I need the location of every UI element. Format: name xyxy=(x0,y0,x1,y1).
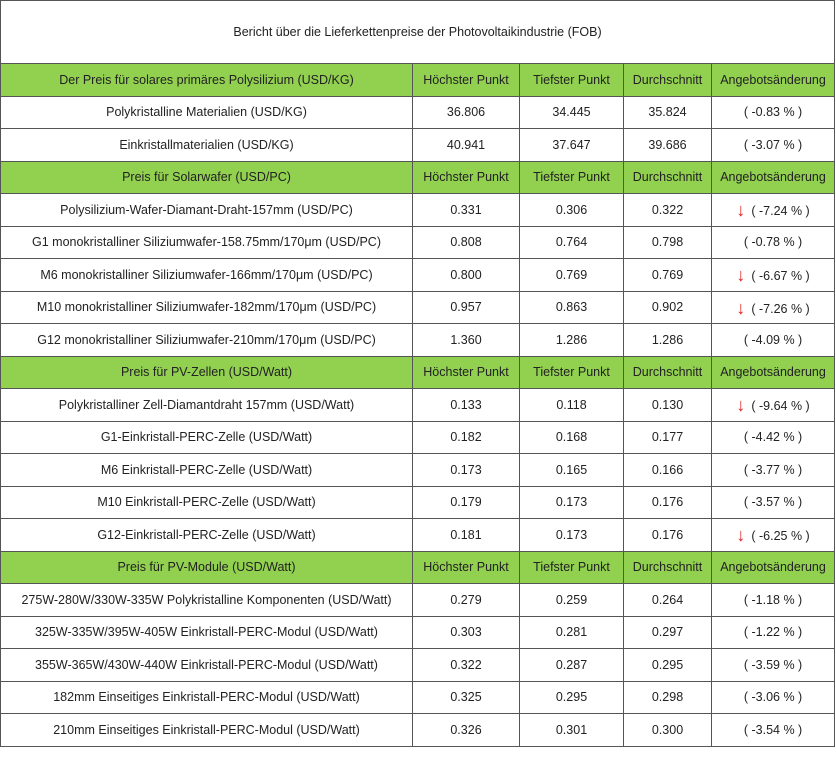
price-change-cell xyxy=(712,389,835,422)
section-title: Preis für PV-Zellen (USD/Watt) xyxy=(1,356,413,389)
average-price: 0.902 xyxy=(624,291,712,324)
down-arrow-icon: ↓ xyxy=(736,200,746,221)
section-header-row xyxy=(1,551,835,584)
highest-price: 0.179 xyxy=(413,486,520,519)
column-header: Höchster Punkt xyxy=(413,356,520,389)
column-header: Höchster Punkt xyxy=(413,64,520,97)
price-change-cell xyxy=(712,616,835,649)
price-change: ( -3.77 % ) xyxy=(743,462,803,477)
price-change-cell xyxy=(712,291,835,324)
lowest-price: 0.301 xyxy=(520,714,624,747)
highest-price: 36.806 xyxy=(413,96,520,129)
lowest-price: 0.168 xyxy=(520,421,624,454)
highest-price: 0.173 xyxy=(413,454,520,487)
column-header: Tiefster Punkt xyxy=(520,161,624,194)
column-header: Angebotsänderung xyxy=(712,161,835,194)
lowest-price: 0.118 xyxy=(520,389,624,422)
price-change-cell xyxy=(712,486,835,519)
price-change: ( -3.06 % ) xyxy=(743,690,803,705)
down-arrow-icon: ↓ xyxy=(736,525,746,546)
section-title: Preis für Solarwafer (USD/PC) xyxy=(1,161,413,194)
down-arrow-icon: ↓ xyxy=(736,395,746,416)
lowest-price: 0.306 xyxy=(520,194,624,227)
price-change: ( -3.57 % ) xyxy=(743,495,803,510)
price-change-cell xyxy=(712,649,835,682)
average-price: 0.176 xyxy=(624,486,712,519)
price-change-cell xyxy=(712,421,835,454)
table-row xyxy=(1,129,835,162)
average-price: 1.286 xyxy=(624,324,712,357)
highest-price: 0.800 xyxy=(413,259,520,292)
product-name: 182mm Einseitiges Einkristall-PERC-Modul (USD/Watt) xyxy=(1,681,413,714)
title-row xyxy=(1,1,835,64)
average-price: 0.300 xyxy=(624,714,712,747)
highest-price: 0.322 xyxy=(413,649,520,682)
price-change-cell xyxy=(712,714,835,747)
highest-price: 0.331 xyxy=(413,194,520,227)
product-name: 275W-280W/330W-335W Polykristalline Komponenten (USD/Watt) xyxy=(1,584,413,617)
price-change: ( -3.54 % ) xyxy=(743,722,803,737)
table-row xyxy=(1,194,835,227)
highest-price: 0.181 xyxy=(413,519,520,552)
section-header-row xyxy=(1,161,835,194)
table-row xyxy=(1,226,835,259)
product-name: M10 monokristalliner Siliziumwafer-182mm/170μm (USD/PC) xyxy=(1,291,413,324)
average-price: 35.824 xyxy=(624,96,712,129)
price-change-cell xyxy=(712,324,835,357)
down-arrow-icon: ↓ xyxy=(736,265,746,286)
table-row xyxy=(1,324,835,357)
product-name: G12-Einkristall-PERC-Zelle (USD/Watt) xyxy=(1,519,413,552)
section-title: Preis für PV-Module (USD/Watt) xyxy=(1,551,413,584)
column-header: Höchster Punkt xyxy=(413,551,520,584)
average-price: 0.769 xyxy=(624,259,712,292)
highest-price: 0.133 xyxy=(413,389,520,422)
table-row xyxy=(1,421,835,454)
column-header: Durchschnitt xyxy=(624,551,712,584)
lowest-price: 0.173 xyxy=(520,486,624,519)
section-header-row xyxy=(1,64,835,97)
section-header-row xyxy=(1,356,835,389)
price-change: ( -1.18 % ) xyxy=(743,592,803,607)
highest-price: 40.941 xyxy=(413,129,520,162)
price-change: ( -4.42 % ) xyxy=(743,430,803,445)
lowest-price: 0.281 xyxy=(520,616,624,649)
lowest-price: 0.863 xyxy=(520,291,624,324)
product-name: Polysilizium-Wafer-Diamant-Draht-157mm (USD/PC) xyxy=(1,194,413,227)
column-header: Angebotsänderung xyxy=(712,64,835,97)
price-change-cell xyxy=(712,226,835,259)
highest-price: 0.326 xyxy=(413,714,520,747)
price-change: ( -6.67 % ) xyxy=(751,269,810,284)
average-price: 0.177 xyxy=(624,421,712,454)
average-price: 0.176 xyxy=(624,519,712,552)
price-change-cell xyxy=(712,454,835,487)
table-row xyxy=(1,486,835,519)
price-change: ( -4.09 % ) xyxy=(743,332,803,347)
product-name: G1 monokristalliner Siliziumwafer-158.75mm/170μm (USD/PC) xyxy=(1,226,413,259)
price-change-cell xyxy=(712,129,835,162)
product-name: M10 Einkristall-PERC-Zelle (USD/Watt) xyxy=(1,486,413,519)
lowest-price: 0.259 xyxy=(520,584,624,617)
average-price: 0.298 xyxy=(624,681,712,714)
lowest-price: 0.165 xyxy=(520,454,624,487)
table-row xyxy=(1,291,835,324)
average-price: 0.264 xyxy=(624,584,712,617)
column-header: Durchschnitt xyxy=(624,356,712,389)
product-name: 325W-335W/395W-405W Einkristall-PERC-Modul (USD/Watt) xyxy=(1,616,413,649)
price-change: ( -9.64 % ) xyxy=(751,399,810,414)
product-name: M6 monokristalliner Siliziumwafer-166mm/170μm (USD/PC) xyxy=(1,259,413,292)
lowest-price: 0.173 xyxy=(520,519,624,552)
price-change: ( -0.83 % ) xyxy=(743,105,803,120)
column-header: Durchschnitt xyxy=(624,161,712,194)
product-name: 210mm Einseitiges Einkristall-PERC-Modul (USD/Watt) xyxy=(1,714,413,747)
table-row xyxy=(1,616,835,649)
highest-price: 0.303 xyxy=(413,616,520,649)
column-header: Tiefster Punkt xyxy=(520,551,624,584)
price-change-cell xyxy=(712,519,835,552)
lowest-price: 0.295 xyxy=(520,681,624,714)
lowest-price: 0.287 xyxy=(520,649,624,682)
table-row xyxy=(1,714,835,747)
average-price: 0.322 xyxy=(624,194,712,227)
lowest-price: 1.286 xyxy=(520,324,624,357)
section-title: Der Preis für solares primäres Polysilizium (USD/KG) xyxy=(1,64,413,97)
highest-price: 0.279 xyxy=(413,584,520,617)
product-name: Polykristalline Materialien (USD/KG) xyxy=(1,96,413,129)
highest-price: 1.360 xyxy=(413,324,520,357)
product-name: G12 monokristalliner Siliziumwafer-210mm/170μm (USD/PC) xyxy=(1,324,413,357)
price-change: ( -6.25 % ) xyxy=(751,529,810,544)
average-price: 0.297 xyxy=(624,616,712,649)
column-header: Durchschnitt xyxy=(624,64,712,97)
highest-price: 0.957 xyxy=(413,291,520,324)
average-price: 0.166 xyxy=(624,454,712,487)
report-title: Bericht über die Lieferkettenpreise der Photovoltaikindustrie (FOB) xyxy=(1,1,835,64)
price-change-cell xyxy=(712,96,835,129)
average-price: 39.686 xyxy=(624,129,712,162)
table-row xyxy=(1,584,835,617)
price-change: ( -3.59 % ) xyxy=(743,657,803,672)
price-change: ( -7.24 % ) xyxy=(751,204,810,219)
price-change-cell xyxy=(712,681,835,714)
table-row xyxy=(1,454,835,487)
average-price: 0.798 xyxy=(624,226,712,259)
down-arrow-icon: ↓ xyxy=(736,297,746,318)
product-name: M6 Einkristall-PERC-Zelle (USD/Watt) xyxy=(1,454,413,487)
average-price: 0.295 xyxy=(624,649,712,682)
lowest-price: 37.647 xyxy=(520,129,624,162)
product-name: Einkristallmaterialien (USD/KG) xyxy=(1,129,413,162)
column-header: Angebotsänderung xyxy=(712,551,835,584)
column-header: Höchster Punkt xyxy=(413,161,520,194)
average-price: 0.130 xyxy=(624,389,712,422)
table-row xyxy=(1,519,835,552)
highest-price: 0.808 xyxy=(413,226,520,259)
price-change-cell xyxy=(712,259,835,292)
highest-price: 0.182 xyxy=(413,421,520,454)
product-name: 355W-365W/430W-440W Einkristall-PERC-Modul (USD/Watt) xyxy=(1,649,413,682)
column-header: Tiefster Punkt xyxy=(520,356,624,389)
column-header: Angebotsänderung xyxy=(712,356,835,389)
price-change-cell xyxy=(712,584,835,617)
lowest-price: 0.764 xyxy=(520,226,624,259)
table-row xyxy=(1,681,835,714)
product-name: Polykristalliner Zell-Diamantdraht 157mm (USD/Watt) xyxy=(1,389,413,422)
table-row xyxy=(1,649,835,682)
price-change-cell xyxy=(712,194,835,227)
price-change: ( -0.78 % ) xyxy=(743,235,803,250)
column-header: Tiefster Punkt xyxy=(520,64,624,97)
table-row xyxy=(1,259,835,292)
highest-price: 0.325 xyxy=(413,681,520,714)
price-change: ( -7.26 % ) xyxy=(751,301,810,316)
lowest-price: 34.445 xyxy=(520,96,624,129)
price-change: ( -1.22 % ) xyxy=(743,625,803,640)
table-row xyxy=(1,96,835,129)
product-name: G1-Einkristall-PERC-Zelle (USD/Watt) xyxy=(1,421,413,454)
price-change: ( -3.07 % ) xyxy=(743,137,803,152)
lowest-price: 0.769 xyxy=(520,259,624,292)
table-row xyxy=(1,389,835,422)
